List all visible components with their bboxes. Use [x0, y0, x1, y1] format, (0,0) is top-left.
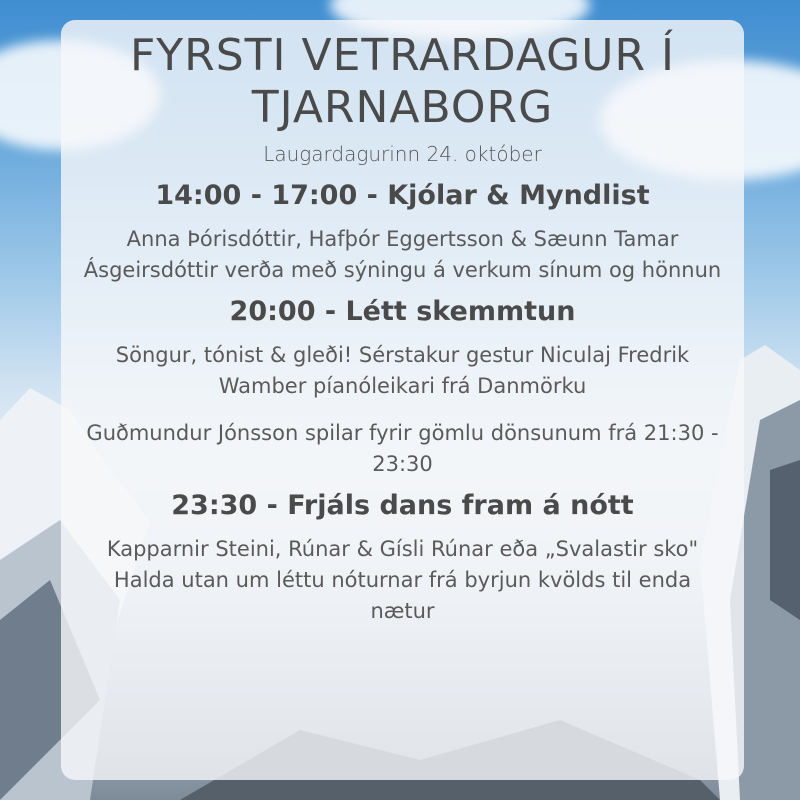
- event-description: Kapparnir Steini, Rúnar & Gísli Rúnar eða „Svalastir sko" Halda utan um léttu nóturnar frá byrjun kvölds til enda nætur: [106, 537, 699, 623]
- event-description: Guðmundur Jónsson spilar fyrir gömlu dönsunum frá 21:30 - 23:30: [86, 421, 719, 476]
- event-description: Anna Þórisdóttir, Hafþór Eggertsson & Sæunn Tamar Ásgeirsdóttir verða með sýningu á verkum sínum og hönnun: [83, 227, 722, 282]
- event-heading: 14:00 - 17:00 - Kjólar & Myndlist: [155, 180, 650, 211]
- event-heading: 23:30 - Frjáls dans fram á nótt: [171, 490, 634, 521]
- event-description: Söngur, tónist & gleði! Sérstakur gestur Niculaj Fredrik Wamber píanóleikari frá Danmörku: [115, 343, 690, 398]
- event-heading: 20:00 - Létt skemmtun: [229, 296, 576, 327]
- event-date: Laugardagurinn 24. október: [263, 142, 542, 166]
- poster-title: FYRSTI VETRARDAGUR Í TJARNABORG: [129, 30, 676, 133]
- event-poster-panel: [61, 20, 744, 780]
